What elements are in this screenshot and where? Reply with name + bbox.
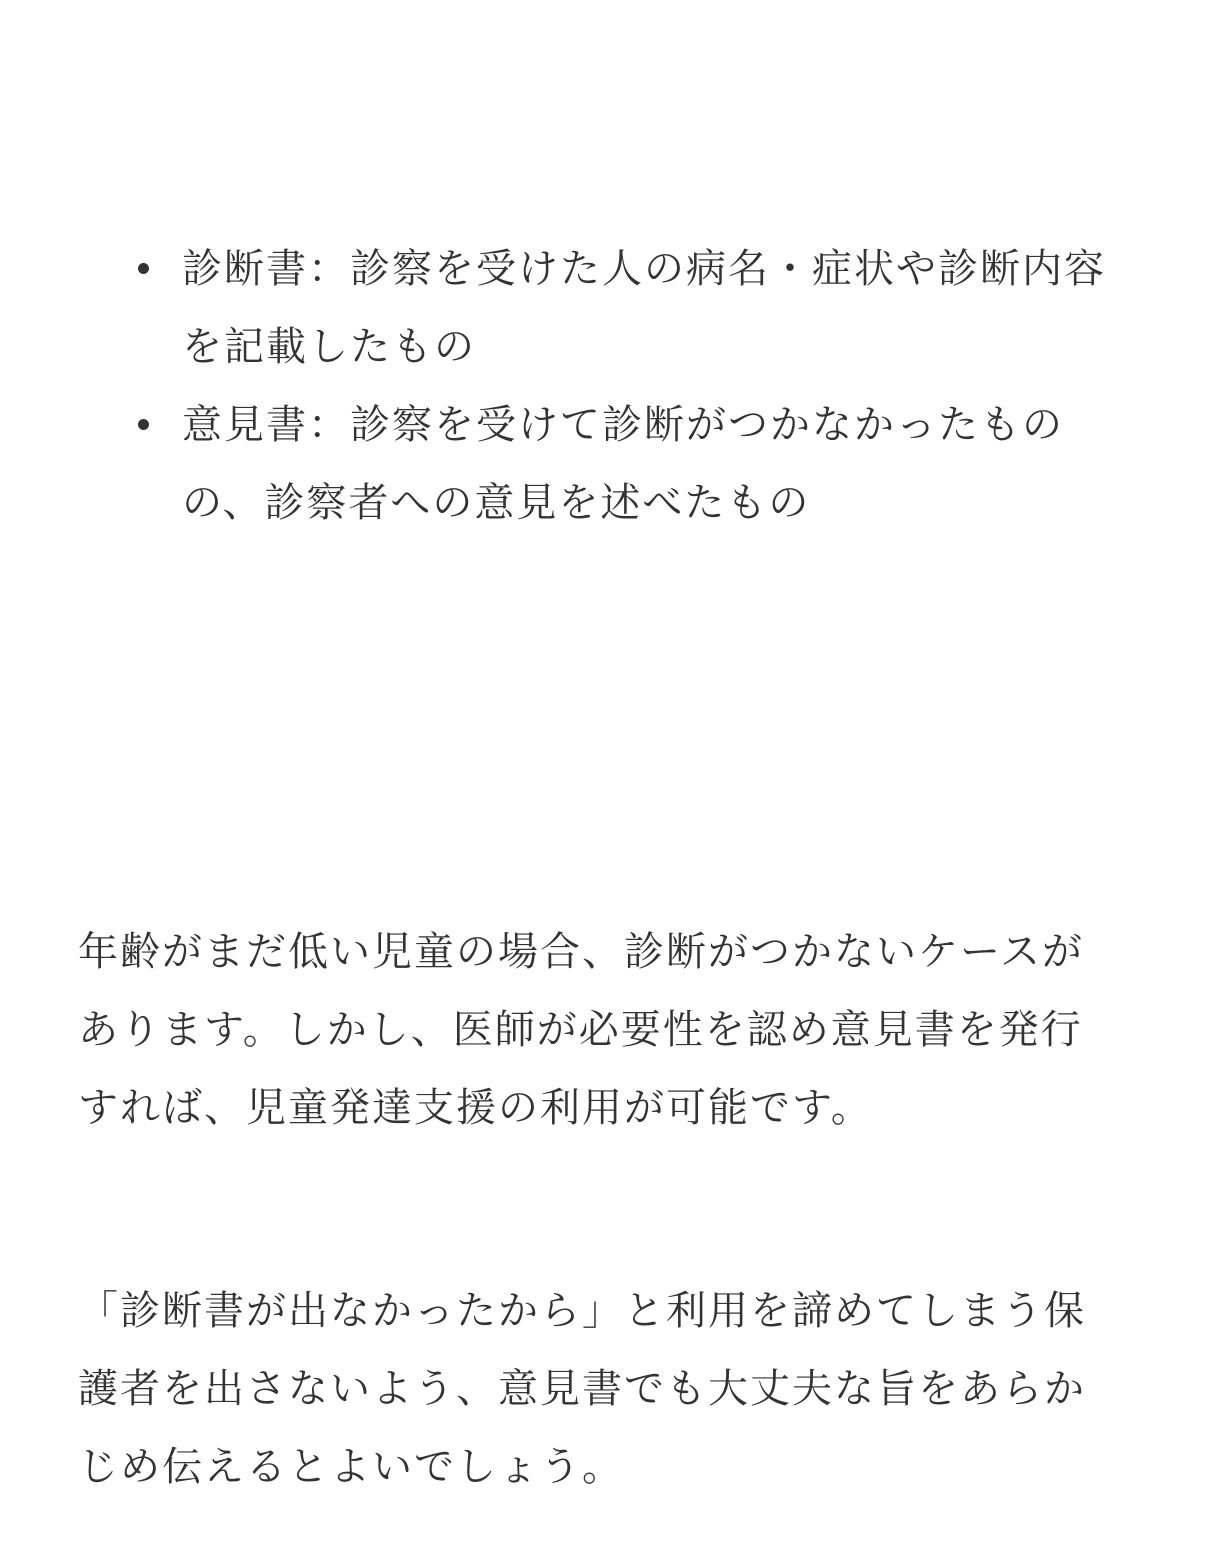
list-item-diagnosis [138, 230, 1138, 386]
list-item-text: 診断書：診察を受けた人の病名・症状や診断内容を記載したもの [182, 246, 1106, 370]
paragraph-young-children: 年齢がまだ低い児童の場合、診断がつかないケースがあります。しかし、医師が必要性を認め意見書を発行すれば、児童発達支援の利用が可能です。 [78, 929, 1084, 1131]
bullet-icon [138, 263, 149, 274]
bullet-icon [138, 419, 149, 430]
list-item-opinion [138, 386, 1138, 542]
list-item-text: 意見書：診察を受けて診断がつかなかったものの、診察者への意見を述べたもの [182, 402, 1064, 526]
document-type-list [138, 230, 1138, 542]
paragraph-advice: 「診断書が出なかったから」と利用を諦めてしまう保護者を出さないよう、意見書でも大丈夫な旨をあらかじめ伝えるとよいでしょう。 [78, 1288, 1086, 1490]
